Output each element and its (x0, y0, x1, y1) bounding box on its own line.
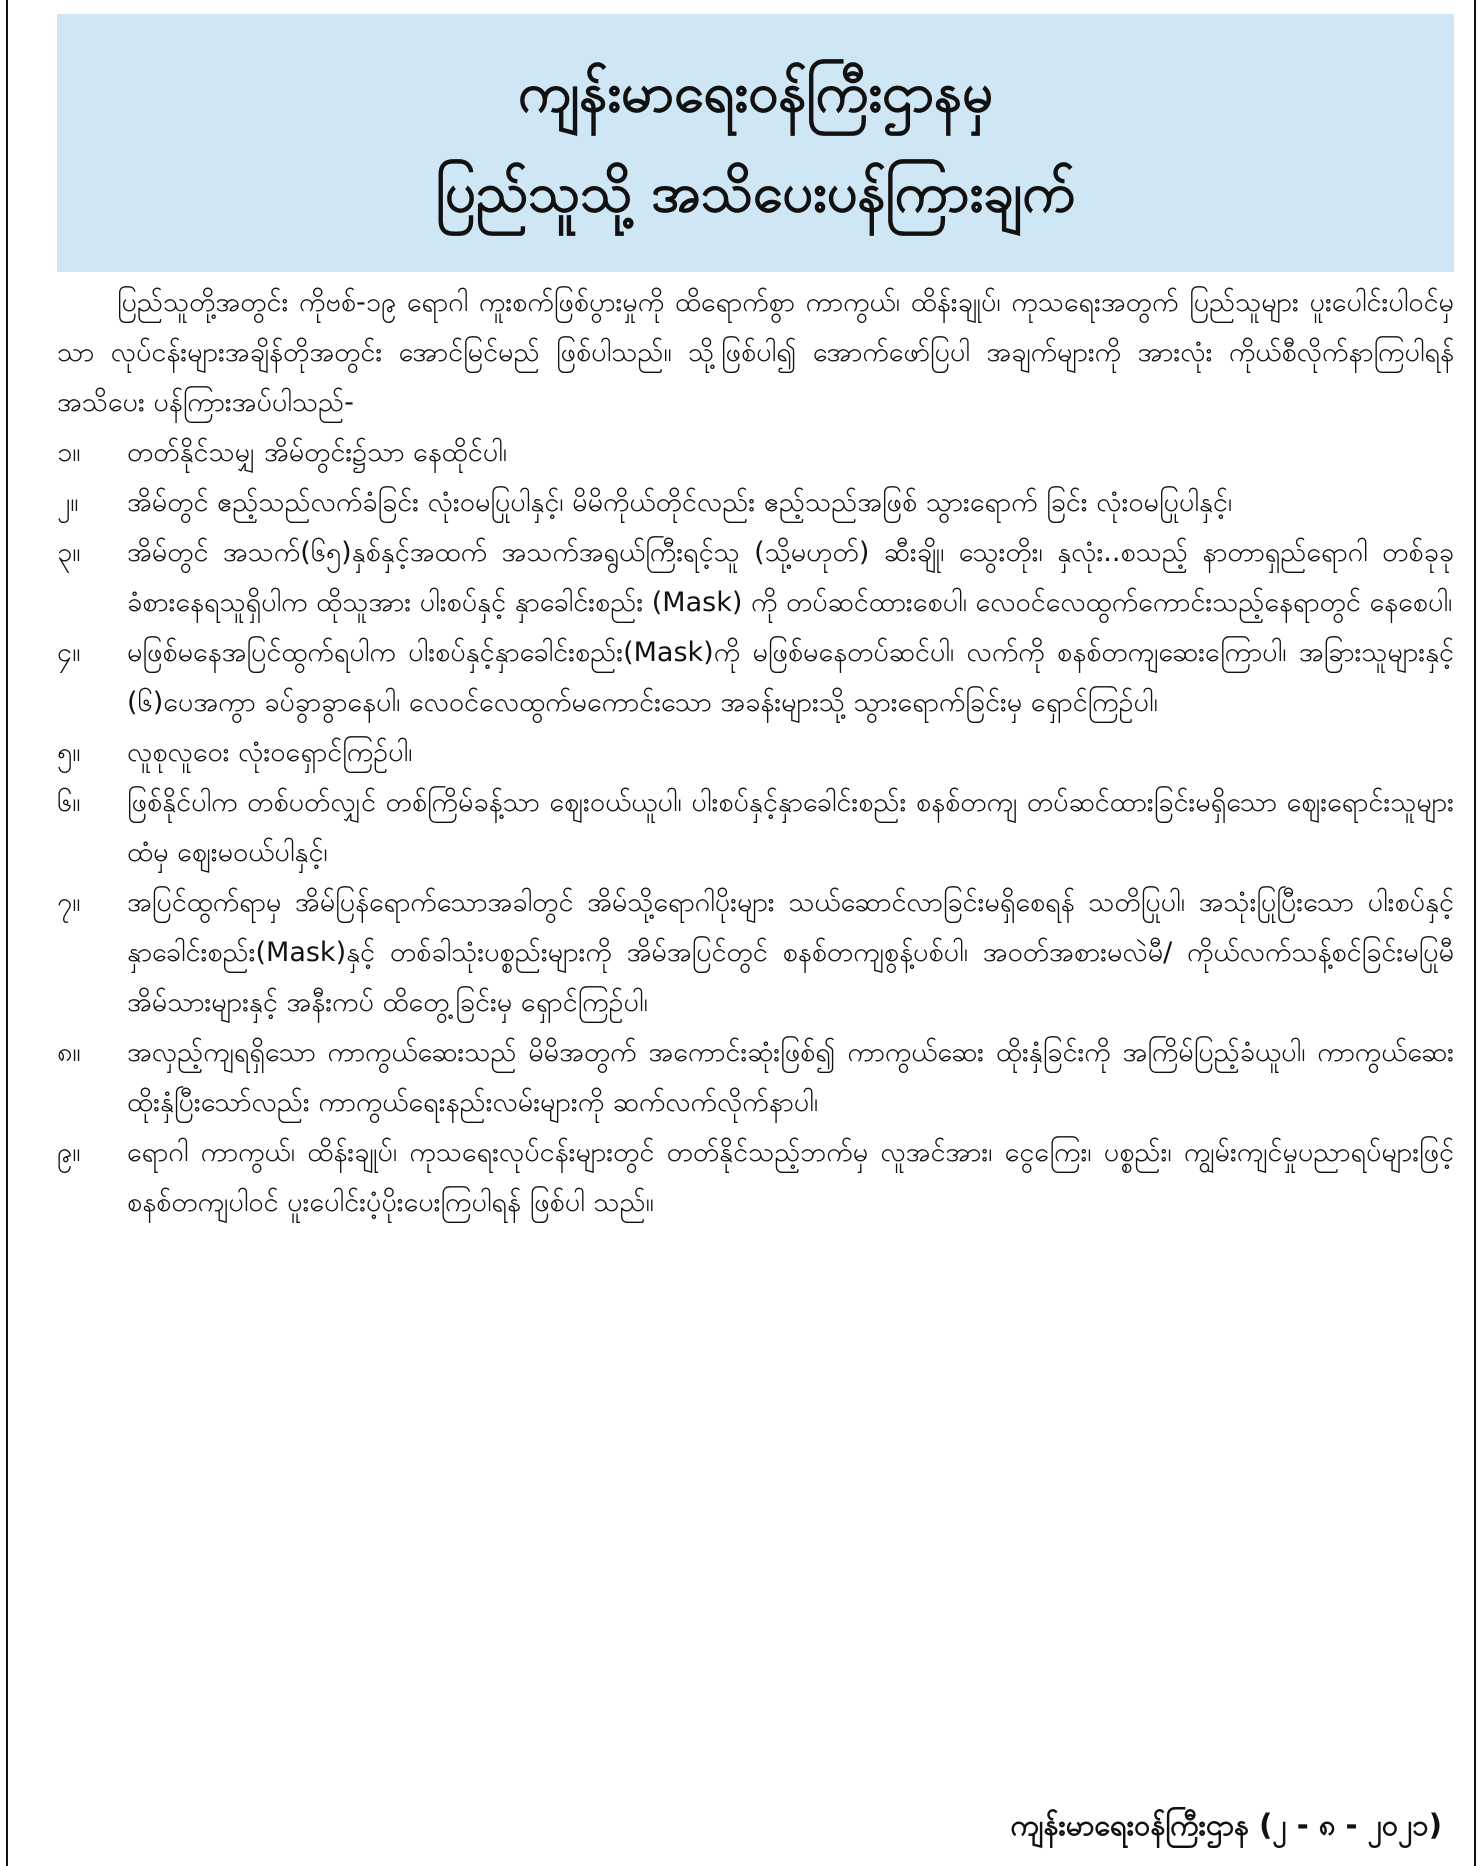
header-title-line-1: ကျန်းမာရေးဝန်ကြီးဌာနမှ (518, 61, 993, 124)
item-text: အိမ်တွင် အသက်(၆၅)နှစ်နှင့်အထက် အသက်အရွယ်ကြီးရင့်သူ (သို့မဟုတ်) ဆီးချို၊ သွေးတိုး၊ နှလုံး..စသည့် နာတာရှည်ရောဂါ တစ်ခုခုခံစားနေရသူရှိပါက ထိုသူအား ပါးစပ်နှင့် နှာခေါင်းစည်း (Mask) ကို တပ်ဆင်ထားစေပါ၊ လေဝင်လေထွက်ကောင်းသည့်နေရာတွင် နေစေပါ၊ (127, 537, 1454, 618)
announcement-header (57, 14, 1454, 272)
list-item (57, 1128, 1454, 1228)
item-text: ရောဂါ ကာကွယ်၊ ထိန်းချုပ်၊ ကုသရေးလုပ်ငန်းများတွင် တတ်နိုင်သည့်ဘက်မှ လူအင်အား၊ ငွေကြေး၊ ပစ္စည်း၊ ကျွမ်းကျင်မှုပညာရပ်များဖြင့် စနစ်တကျပါဝင် ပူးပေါင်းပံ့ပိုးပေးကြပါရန် ဖြစ်ပါ သည်။ (127, 1137, 1454, 1218)
list-item (57, 878, 1454, 1028)
item-text: အပြင်ထွက်ရာမှ အိမ်ပြန်ရောက်သောအခါတွင် အိမ်သို့ရောဂါပိုးများ သယ်ဆောင်လာခြင်းမရှိစေရန် သတိပြုပါ၊ အသုံးပြုပြီးသော ပါးစပ်နှင့်နှာခေါင်းစည်း(Mask)နှင့် တစ်ခါသုံးပစ္စည်းများကို အိမ်အပြင်တွင် စနစ်တကျစွန့်ပစ်ပါ၊ အဝတ်အစားမလဲမီ/ ကိုယ်လက်သန့်စင်ခြင်းမပြုမီ အိမ်သားများနှင့် အနီးကပ် ထိတွေ့ခြင်းမှ ရှောင်ကြဉ်ပါ၊ (127, 887, 1454, 1018)
issuer-signature: ကျန်းမာရေးဝန်ကြီးဌာန (၂ - ၈ - ၂၀၂၁) (1010, 1808, 1442, 1842)
item-number: ၇။ (57, 887, 81, 918)
item-number: ၈။ (57, 1037, 81, 1068)
item-number: ၆။ (57, 787, 81, 818)
item-number: ၁။ (57, 437, 81, 468)
left-border-rule (6, 0, 8, 1866)
header-title-line-2: ပြည်သူသို့ အသိပေးပန်ကြားချက် (435, 161, 1076, 224)
item-number: ၄။ (57, 637, 81, 668)
right-border-rule (1474, 0, 1476, 1866)
announcement-body (57, 278, 1454, 1228)
list-item (57, 728, 1454, 778)
item-text: အလှည့်ကျရရှိသော ကာကွယ်ဆေးသည် မိမိအတွက် အကောင်းဆုံးဖြစ်၍ ကာကွယ်ဆေး ထိုးနှံခြင်းကို အကြိမ်ပြည့်ခံယူပါ၊ ကာကွယ်ဆေးထိုးနှံပြီးသော်လည်း ကာကွယ်ရေးနည်းလမ်းများကို ဆက်လက်လိုက်နာပါ၊ (127, 1037, 1454, 1118)
item-text: မဖြစ်မနေအပြင်ထွက်ရပါက ပါးစပ်နှင့်နှာခေါင်းစည်း(Mask)ကို မဖြစ်မနေတပ်ဆင်ပါ၊ လက်ကို စနစ်တကျဆေးကြောပါ၊ အခြားသူများနှင့် (၆)ပေအကွာ ခပ်ခွာခွာနေပါ၊ လေဝင်လေထွက်မကောင်းသော အခန်းများသို့ သွားရောက်ခြင်းမှ ရှောင်ကြဉ်ပါ၊ (127, 637, 1454, 718)
list-item (57, 1028, 1454, 1128)
list-item (57, 528, 1454, 628)
item-number: ၃။ (57, 537, 81, 568)
list-item (57, 478, 1454, 528)
item-number: ၂။ (57, 487, 79, 518)
item-text: အိမ်တွင် ဧည့်သည်လက်ခံခြင်း လုံးဝမပြုပါနှင့်၊ မိမိကိုယ်တိုင်လည်း ဧည့်သည်အဖြစ် သွားရောက် ခြင်း လုံးဝမပြုပါနှင့်၊ (127, 487, 1233, 518)
item-number: ၉။ (57, 1137, 81, 1168)
item-text: တတ်နိုင်သမျှ အိမ်တွင်း၌သာ နေထိုင်ပါ၊ (127, 437, 508, 468)
intro-paragraph: ပြည်သူတို့အတွင်း ကိုဗစ်-၁၉ ရောဂါ ကူးစက်ဖြစ်ပွားမှုကို ထိရောက်စွာ ကာကွယ်၊ ထိန်းချုပ်၊ ကုသရေးအတွက် ပြည်သူများ ပူးပေါင်းပါဝင်မှသာ လုပ်ငန်းများအချိန်တိုအတွင်း အောင်မြင်မည် ဖြစ်ပါသည်။ သို့ဖြစ်ပါ၍ အောက်ဖော်ပြပါ အချက်များကို အားလုံး ကိုယ်စီလိုက်နာကြပါရန် အသိပေး ပန်ကြားအပ်ပါသည်- (57, 287, 1454, 418)
item-text: ဖြစ်နိုင်ပါက တစ်ပတ်လျှင် တစ်ကြိမ်ခန့်သာ ဈေးဝယ်ယူပါ၊ ပါးစပ်နှင့်နှာခေါင်းစည်း စနစ်တကျ တပ်ဆင်ထားခြင်းမရှိသော ဈေးရောင်းသူများထံမှ ဈေးမဝယ်ပါနှင့်၊ (127, 787, 1454, 868)
item-text: လူစုလူဝေး လုံးဝရှောင်ကြဉ်ပါ၊ (127, 737, 413, 768)
item-number: ၅။ (57, 737, 81, 768)
list-item (57, 628, 1454, 728)
list-item (57, 428, 1454, 478)
list-item (57, 778, 1454, 878)
